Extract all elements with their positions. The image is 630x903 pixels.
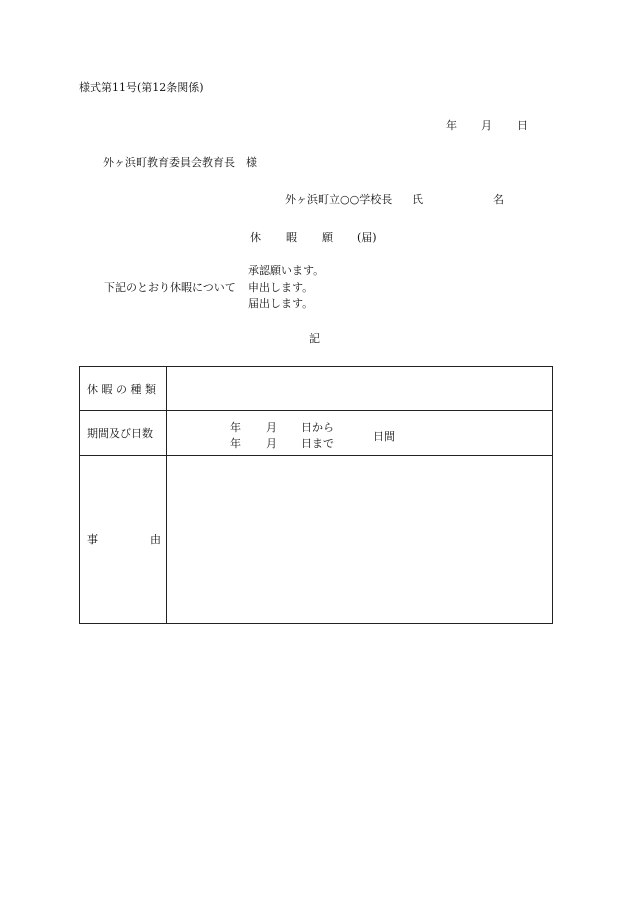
reason-label-cell	[80, 456, 167, 624]
period-to-year: 年	[230, 437, 241, 451]
reason-label-b: 由	[150, 533, 161, 547]
table-row	[80, 411, 553, 456]
leave-type-label: 休 暇 の 種 類	[87, 382, 156, 396]
date-month: 月	[481, 119, 492, 132]
table-row	[80, 456, 553, 624]
leave-type-value-cell	[167, 367, 553, 411]
period-value-cell	[167, 411, 553, 456]
period-to-day: 日まで	[301, 437, 334, 451]
date-day: 日	[517, 119, 528, 132]
request-option: 承認願います。	[248, 264, 325, 277]
title-char-3: 願	[322, 231, 333, 244]
request-lead: 下記のとおり休暇について	[104, 281, 236, 294]
period-from-year: 年	[230, 421, 241, 435]
date-year: 年	[446, 119, 457, 132]
addressee: 外ヶ浜町教育委員会教育長 様	[103, 156, 257, 169]
request-option: 届出します。	[248, 297, 314, 310]
leave-form-table	[79, 366, 553, 624]
period-days: 日間	[373, 430, 395, 444]
title-char-2: 暇	[286, 231, 297, 244]
title-char-4: (届)	[357, 231, 377, 244]
applicant-school: 外ヶ浜町立○○学校長	[285, 193, 393, 206]
table-row	[80, 367, 553, 411]
applicant-mei: 名	[493, 193, 504, 206]
reason-value-cell	[167, 456, 553, 624]
period-from-day: 日から	[301, 421, 334, 435]
period-label-cell	[80, 411, 167, 456]
period-to-month: 月	[266, 437, 277, 451]
period-label: 期間及び日数	[87, 427, 153, 441]
reason-label-a: 事	[87, 533, 98, 547]
form-number: 様式第11号(第12条関係)	[79, 81, 204, 94]
ki-heading: 記	[309, 332, 320, 345]
applicant-shi: 氏	[412, 193, 423, 206]
period-from-month: 月	[266, 421, 277, 435]
leave-type-label-cell	[80, 367, 167, 411]
request-option: 申出します。	[248, 281, 314, 294]
title-char-1: 休	[250, 231, 261, 244]
